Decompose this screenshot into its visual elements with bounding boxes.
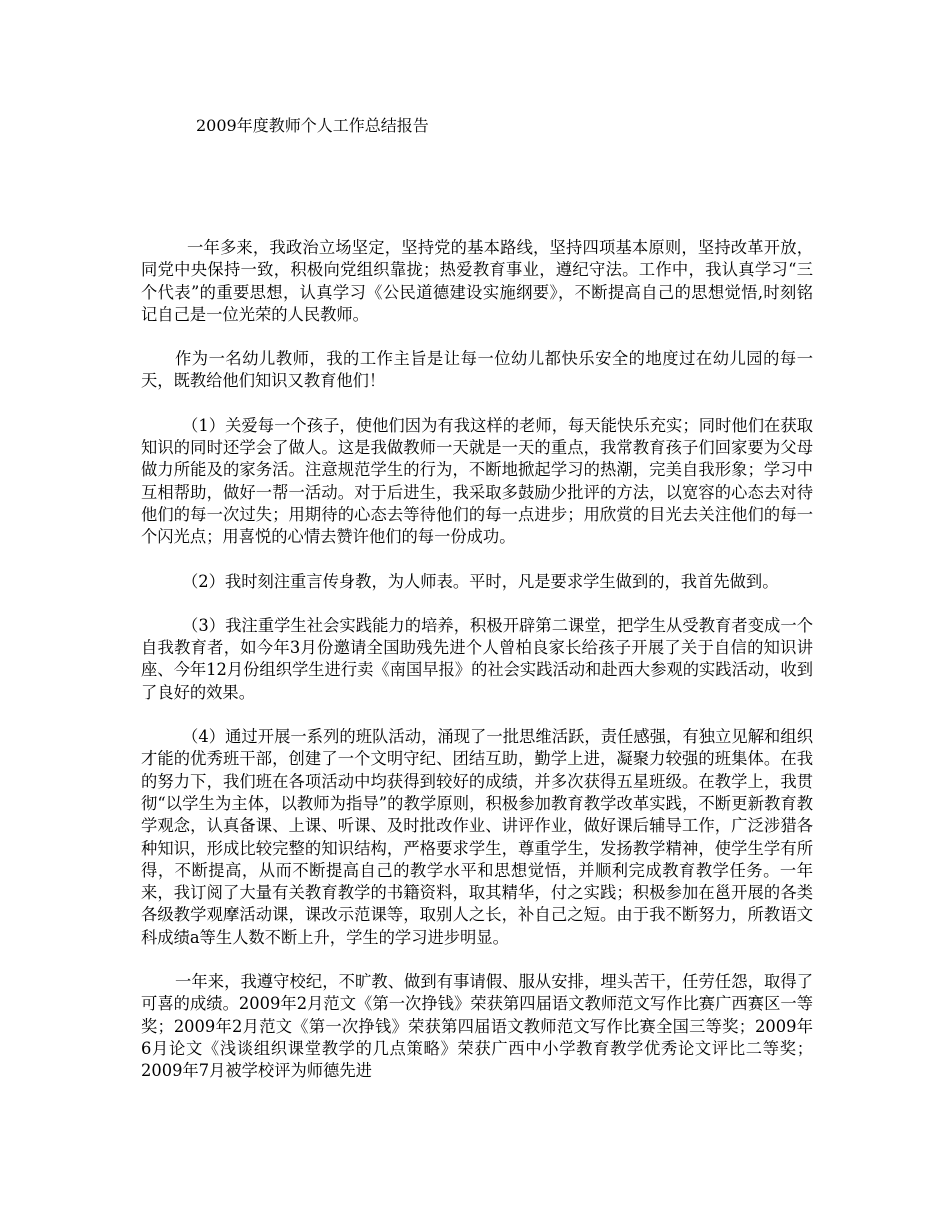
- paragraph-political-stance: 一年多来，我政治立场坚定，坚持党的基本路线，坚持四项基本原则，坚持改革开放，同党中央保持一致，积极向党组织靠拢；热爱教育事业，遵纪守法。工作中，我认真学习“三个代表”的重要思想，认真学习《公民道德建设实施纲要》，不断提高自己的思想觉悟,时刻铭记自己是一位光荣的人民教师。: [141, 238, 813, 324]
- paragraph-item-2: （2）我时刻注重言传身教，为人师表。平时，凡是要求学生做到的，我首先做到。: [182, 571, 779, 591]
- paragraph-achievements: 一年来，我遵守校纪，不旷教、做到有事请假、服从安排，埋头苦干，任劳任怨，取得了可喜的成绩。2009年2月范文《第一次挣钱》荣获第四届语文教师范文写作比赛广西赛区一等奖；2009年2月范文《第一次挣钱》荣获第四届语文教师范文写作比赛全国三等奖；2009年6月论文《浅谈组织课堂教学的几点策略》荣获广西中小学教育教学优秀论文评比二等奖；2009年7月被学校评为师德先进: [141, 972, 813, 1081]
- document-title: 2009年度教师个人工作总结报告: [196, 116, 429, 135]
- document-body: [141, 237, 813, 1105]
- paragraph-work-aim: 作为一名幼儿教师，我的工作主旨是让每一位幼儿都快乐安全的地度过在幼儿园的每一天，既教给他们知识又教育他们！: [141, 349, 813, 391]
- paragraph-item-3: （3）我注重学生社会实践能力的培养，积极开辟第二课堂，把学生从受教育者变成一个自我教育者，如今年3月份邀请全国助残先进个人曾柏良家长给孩子开展了关于自信的知识讲座、今年12月份组织学生进行卖《南国早报》的社会实践活动和赴西大参观的实践活动，收到了良好的效果。: [141, 615, 813, 702]
- paragraph-item-4: （4）通过开展一系列的班队活动，涌现了一批思维活跃，责任感强，有独立见解和组织才能的优秀班干部，创建了一个文明守纪、团结互助，勤学上进，凝聚力较强的班集体。在我的努力下，我们班在各项活动中均获得到较好的成绩，并多次获得五星班级。在教学上，我贯彻“以学生为主体，以教师为指导”的教学原则，积极参加教育教学改革实践，不断更新教育教学观念，认真备课、上课、听课、及时批改作业、讲评作业，做好课后辅导工作，广泛涉猎各种知识，形成比较完整的知识结构，严格要求学生，尊重学生，发扬教学精神，使学生学有所得，不断提高，从而不断提高自己的教学水平和思想觉悟，并顺利完成教育教学任务。一年来，我订阅了大量有关教育教学的书籍资料，取其精华，付之实践；积极参加在邕开展的各类各级教学观摩活动课，课改示范课等，取别人之长，补自己之短。由于我不断努力，所教语文科成绩a等生人数不断上升，学生的学习进步明显。: [141, 727, 813, 947]
- paragraph-item-1: （1）关爱每一个孩子，使他们因为有我这样的老师，每天能快乐充实；同时他们在获取知识的同时还学会了做人。这是我做教师一天就是一天的重点，我常教育孩子们回家要为父母做力所能及的家务活。注意规范学生的行为，不断地掀起学习的热潮，完美自我形象；学习中互相帮助，做好一帮一活动。对于后进生，我采取多鼓励少批评的方法，以宽容的心态去对待他们的每一次过失；用期待的心态去等待他们的每一点进步；用欣赏的目光去关注他们的每一个闪光点；用喜悦的心情去赞许他们的每一份成功。: [141, 415, 813, 547]
